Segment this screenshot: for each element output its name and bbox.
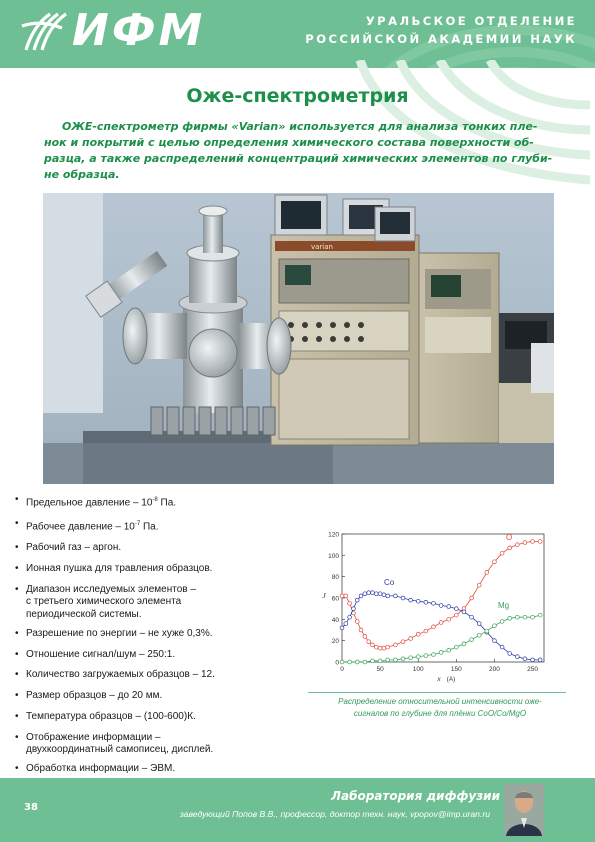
data-point-mg xyxy=(538,613,542,617)
data-point-o xyxy=(447,617,451,621)
series-label-co: Co xyxy=(384,578,395,587)
data-point-co xyxy=(523,657,527,661)
series-line-o xyxy=(342,542,540,649)
data-point-o xyxy=(393,643,397,647)
spec-text: Размер образцов – до 20 мм. xyxy=(26,690,163,702)
spec-text: Па. xyxy=(140,521,159,533)
spec-text: Обработка информации – ЭВМ. xyxy=(26,763,176,775)
data-point-co xyxy=(386,594,390,598)
caption-line: Распределение относительной интенсивности оже- xyxy=(338,697,542,706)
data-point-co xyxy=(477,622,481,626)
spec-exponent: -7 xyxy=(134,521,141,528)
chart-caption xyxy=(318,696,562,720)
data-point-co xyxy=(416,599,420,603)
y-axis-label: J xyxy=(322,591,326,600)
data-point-co xyxy=(439,604,443,608)
page-title: Оже-спектрометрия xyxy=(186,85,409,107)
data-point-co xyxy=(515,655,519,659)
data-point-co xyxy=(359,594,363,598)
data-point-mg xyxy=(424,654,428,658)
data-point-mg xyxy=(523,615,527,619)
data-point-co xyxy=(352,607,356,611)
data-point-o xyxy=(454,613,458,617)
data-point-o xyxy=(359,628,363,632)
data-point-o xyxy=(386,645,390,649)
data-point-co xyxy=(374,592,378,596)
y-tick-label: 120 xyxy=(328,531,339,539)
data-point-mg xyxy=(355,660,359,664)
x-axis-unit: (A) xyxy=(446,676,456,683)
data-point-o xyxy=(378,646,382,650)
data-point-o xyxy=(416,632,420,636)
y-tick-label: 0 xyxy=(335,659,339,667)
spec-text: двухкоординатный самописец, дисплей. xyxy=(26,744,214,756)
data-point-co xyxy=(382,593,386,597)
x-tick-label: 0 xyxy=(340,666,344,673)
y-tick-label: 40 xyxy=(331,616,339,624)
data-point-mg xyxy=(432,653,436,657)
data-point-mg xyxy=(378,659,382,663)
data-point-co xyxy=(355,598,359,602)
specs-list xyxy=(14,494,304,784)
list-item xyxy=(14,690,304,703)
spec-text: Отображение информации – xyxy=(26,731,161,743)
data-point-mg xyxy=(371,659,375,663)
data-point-mg xyxy=(439,651,443,655)
data-point-mg xyxy=(531,615,535,619)
data-point-co xyxy=(500,645,504,649)
intro-paragraph xyxy=(44,119,556,183)
depth-profile-chart xyxy=(308,522,566,692)
data-point-mg xyxy=(386,658,390,662)
page-footer xyxy=(0,778,595,842)
spec-text: Рабочее давление – 10 xyxy=(26,521,135,533)
list-item xyxy=(14,518,304,534)
data-point-mg xyxy=(447,648,451,652)
spec-text: периодической системы. xyxy=(26,608,142,620)
org-line-1: УРАЛЬСКОЕ ОТДЕЛЕНИЕ xyxy=(365,14,577,28)
data-point-o xyxy=(538,540,542,544)
x-tick-label: 200 xyxy=(489,666,500,673)
list-item xyxy=(14,649,304,662)
data-point-o xyxy=(344,594,348,598)
spectrometer-photo xyxy=(43,193,554,484)
data-point-co xyxy=(462,610,466,614)
series-label-o: O xyxy=(506,533,513,542)
data-point-o xyxy=(363,635,367,639)
data-point-mg xyxy=(462,642,466,646)
spectrometer-illustration xyxy=(43,193,554,484)
list-item xyxy=(14,494,304,510)
data-point-co xyxy=(367,591,371,595)
data-point-mg xyxy=(508,616,512,620)
x-axis-label: x xyxy=(437,674,441,683)
data-point-co xyxy=(447,605,451,609)
x-tick-label: 150 xyxy=(450,666,462,673)
page-number: 38 xyxy=(24,802,38,813)
logo-text: ИФМ xyxy=(72,5,206,56)
data-point-mg xyxy=(454,645,458,649)
series-line-co xyxy=(342,593,540,660)
list-item xyxy=(14,542,304,555)
data-point-co xyxy=(344,622,348,626)
data-point-co xyxy=(409,598,413,602)
spec-text: Отношение сигнал/шум – 250:1. xyxy=(26,648,176,660)
spec-text: с третьего химического элемента xyxy=(26,596,182,608)
spec-text: Рабочий газ – аргон. xyxy=(26,542,122,554)
data-point-co xyxy=(371,591,375,595)
data-point-co xyxy=(348,615,352,619)
data-point-co xyxy=(393,594,397,598)
data-point-mg xyxy=(500,620,504,624)
data-point-co xyxy=(340,626,344,630)
data-point-co xyxy=(432,601,436,605)
list-item xyxy=(14,584,304,622)
data-point-o xyxy=(424,629,428,633)
y-tick-label: 20 xyxy=(331,638,339,646)
data-point-mg xyxy=(393,658,397,662)
data-point-mg xyxy=(363,660,367,664)
data-point-o xyxy=(382,646,386,650)
data-point-co xyxy=(363,592,367,596)
x-tick-label: 100 xyxy=(412,666,424,673)
data-point-co xyxy=(378,592,382,596)
list-item xyxy=(14,669,304,682)
data-point-mg xyxy=(409,656,413,660)
list-item xyxy=(14,732,304,757)
spec-text: Диапазон исследуемых элементов – xyxy=(26,583,196,595)
list-item xyxy=(14,711,304,724)
data-point-mg xyxy=(470,638,474,642)
data-point-o xyxy=(508,546,512,550)
intro-line: нок и покрытий с целью определения химического состава поверхности об- xyxy=(44,136,534,149)
data-point-o xyxy=(515,543,519,547)
organization-name xyxy=(305,12,577,48)
list-item xyxy=(14,563,304,576)
data-point-co xyxy=(401,596,405,600)
data-point-o xyxy=(432,625,436,629)
lab-head-info: заведующий Попов В.В., профессор, доктор техн. наук, vpopov@imp.uran.ru xyxy=(179,809,490,819)
data-point-co xyxy=(538,658,542,662)
data-point-mg xyxy=(515,615,519,619)
x-tick-label: 50 xyxy=(376,666,384,673)
data-point-mg xyxy=(493,624,497,628)
intro-line: ОЖЕ-спектрометр фирмы «Varian» используется для анализа тонких пле- xyxy=(62,120,538,133)
page-header xyxy=(0,0,595,68)
data-point-o xyxy=(340,594,344,598)
series-label-mg: Mg xyxy=(498,601,510,610)
data-point-o xyxy=(493,560,497,564)
institute-logo xyxy=(16,5,206,56)
caption-line: сигналов по глубине для плёнки CoO/Co/MgO xyxy=(353,709,527,718)
data-point-o xyxy=(374,645,378,649)
list-item xyxy=(14,628,304,641)
y-tick-label: 100 xyxy=(328,552,339,560)
data-point-o xyxy=(409,637,413,641)
head-portrait xyxy=(504,784,544,836)
spec-text: Температура образцов – (100-600)К. xyxy=(26,711,196,723)
spec-text: Предельное давление – 10 xyxy=(26,497,153,509)
data-point-mg xyxy=(348,660,352,664)
data-point-o xyxy=(439,621,443,625)
org-line-2: РОССИЙСКОЙ АКАДЕМИИ НАУК xyxy=(305,32,577,46)
ifm-logo-icon xyxy=(16,8,70,54)
data-point-co xyxy=(470,615,474,619)
data-point-o xyxy=(500,551,504,555)
data-point-mg xyxy=(340,660,344,664)
data-point-mg xyxy=(416,655,420,659)
intro-line: разца, а также распределений концентраций химических элементов по глуби- xyxy=(44,152,553,165)
data-point-co xyxy=(508,652,512,656)
data-point-o xyxy=(477,583,481,587)
data-point-mg xyxy=(477,633,481,637)
caption-divider xyxy=(308,692,566,693)
data-point-o xyxy=(485,571,489,575)
data-point-o xyxy=(367,640,371,644)
spec-text: Количество загружаемых образцов – 12. xyxy=(26,669,215,681)
data-point-mg xyxy=(485,629,489,633)
data-point-o xyxy=(371,643,375,647)
y-tick-label: 80 xyxy=(331,574,339,582)
spec-text: Па. xyxy=(157,497,177,509)
varian-label: varian xyxy=(311,243,333,251)
data-point-co xyxy=(531,658,535,662)
lab-title: Лаборатория диффузии xyxy=(331,789,500,803)
x-tick-label: 250 xyxy=(527,666,538,673)
spec-exponent: -8 xyxy=(152,497,158,503)
data-point-o xyxy=(531,540,535,544)
data-point-o xyxy=(401,640,405,644)
spec-text: Ионная пушка для травления образцов. xyxy=(26,563,213,575)
data-point-co xyxy=(424,600,428,604)
data-point-o xyxy=(470,596,474,600)
data-point-co xyxy=(454,607,458,611)
intro-line: не образца. xyxy=(44,168,120,181)
data-point-o xyxy=(523,541,527,545)
data-point-co xyxy=(493,639,497,643)
data-point-o xyxy=(348,601,352,605)
spec-text: Разрешение по энергии – не хуже 0,3%. xyxy=(26,627,213,639)
y-tick-label: 60 xyxy=(331,595,339,603)
list-item xyxy=(14,763,304,776)
data-point-o xyxy=(355,620,359,624)
data-point-mg xyxy=(401,657,405,661)
